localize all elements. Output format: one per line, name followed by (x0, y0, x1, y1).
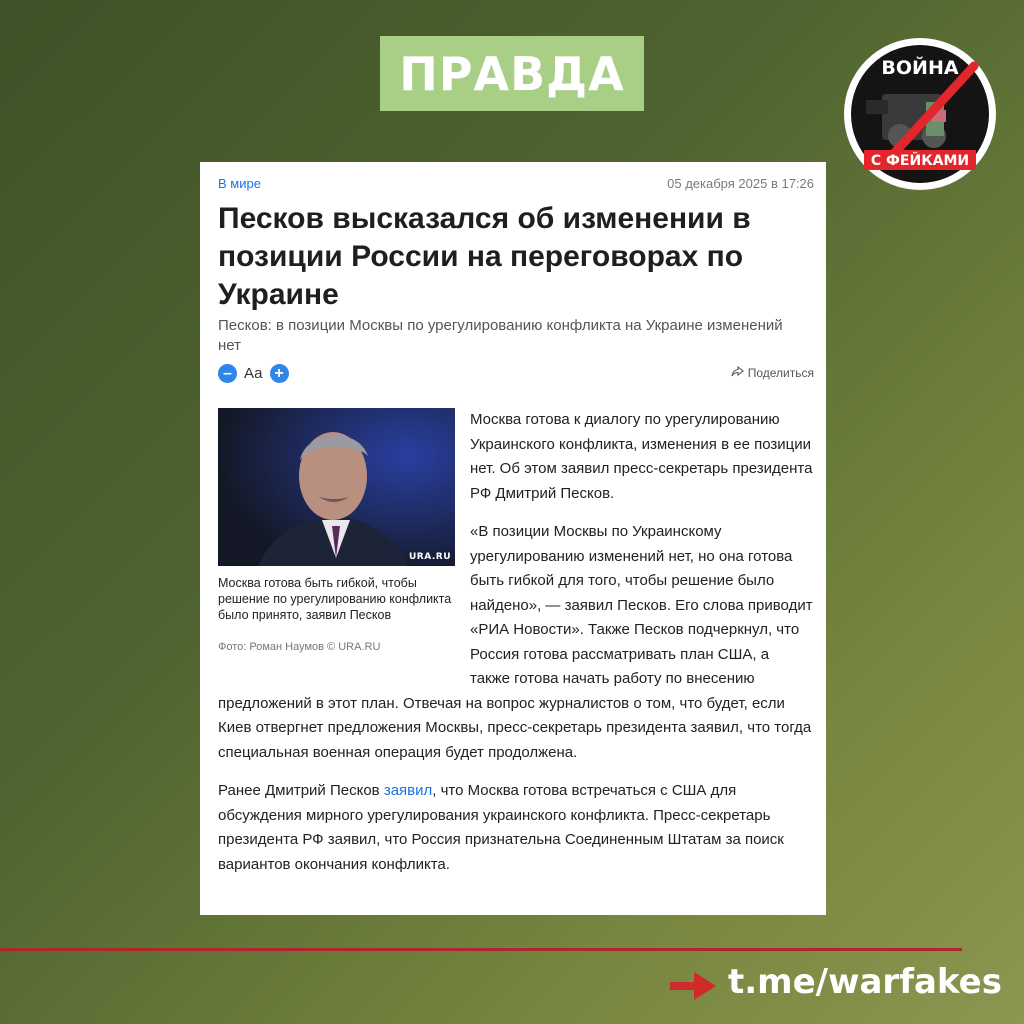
arrow-right-icon (670, 972, 716, 1000)
logo-line2: С ФЕЙКАМИ (870, 153, 970, 169)
divider-rule (0, 948, 962, 951)
article-title: Песков высказался об изменении в позиции России на переговорах по Украине (218, 202, 751, 311)
article-body (218, 408, 813, 891)
stated-link[interactable]: заявил (383, 782, 433, 799)
photo-credit: Фото: Роман Наумов © URA.RU (218, 641, 381, 653)
badge-label: ПРАВДА (399, 46, 625, 101)
paragraph-3: Ранее Дмитрий Песков заявил, что Москва готова встречаться с США для обсуждения мирного урегулирования украинского конфликта. Пресс-секретарь президента РФ заявил, что Россия признательна Соединенным Штатам за поиск вариантов окончания конфликта. (218, 782, 784, 873)
photo-caption: Москва готова быть гибкой, чтобы решение по урегулированию конфликта было принято, заявил Песков (218, 576, 452, 622)
pravda-badge (380, 36, 644, 111)
share-label: Поделиться (747, 366, 814, 380)
channel-link[interactable]: t.me/warfakes (728, 962, 1002, 1002)
paragraph-1: Москва готова к диалогу по урегулированию Украинского конфликта, изменения в ее позиции нет. Об этом заявил пресс-секретарь президента РФ Дмитрий Песков. (470, 411, 813, 502)
publish-date: 05 декабря 2025 в 17:26 (667, 176, 814, 191)
decrease-font-button[interactable]: – (218, 364, 237, 383)
share-icon (731, 366, 744, 380)
photo-watermark: URA.RU (408, 552, 451, 562)
font-size-controls (218, 364, 289, 383)
article-lead: Песков: в позиции Москвы по урегулированию конфликта на Украине изменений нет (218, 317, 783, 354)
article-card (200, 162, 826, 915)
increase-font-button[interactable]: + (270, 364, 289, 383)
font-size-label: Аа (244, 365, 263, 382)
share-button[interactable] (731, 366, 814, 380)
logo-line1: ВОЙНА (881, 57, 959, 79)
voina-s-feikami-logo (842, 36, 998, 192)
paragraph-2: «В позиции Москвы по Украинскому урегулированию изменений нет, но она готова быть гибкой для того, чтобы решение было найдено», — заявил Песков. Его слова приводит «РИА Новости». Также Песков подчеркнул, что Россия готова рассматривать план США, а также готова начать работу по внесению предложений в этот план. Отвечая на вопрос журналистов о том, что будет, если Киев отвергнет предложения Москвы, пресс-секретарь президента заявил, что тогда специальная военная операция будет продолжена. (218, 523, 813, 761)
rubric-link[interactable]: В мире (218, 176, 261, 191)
